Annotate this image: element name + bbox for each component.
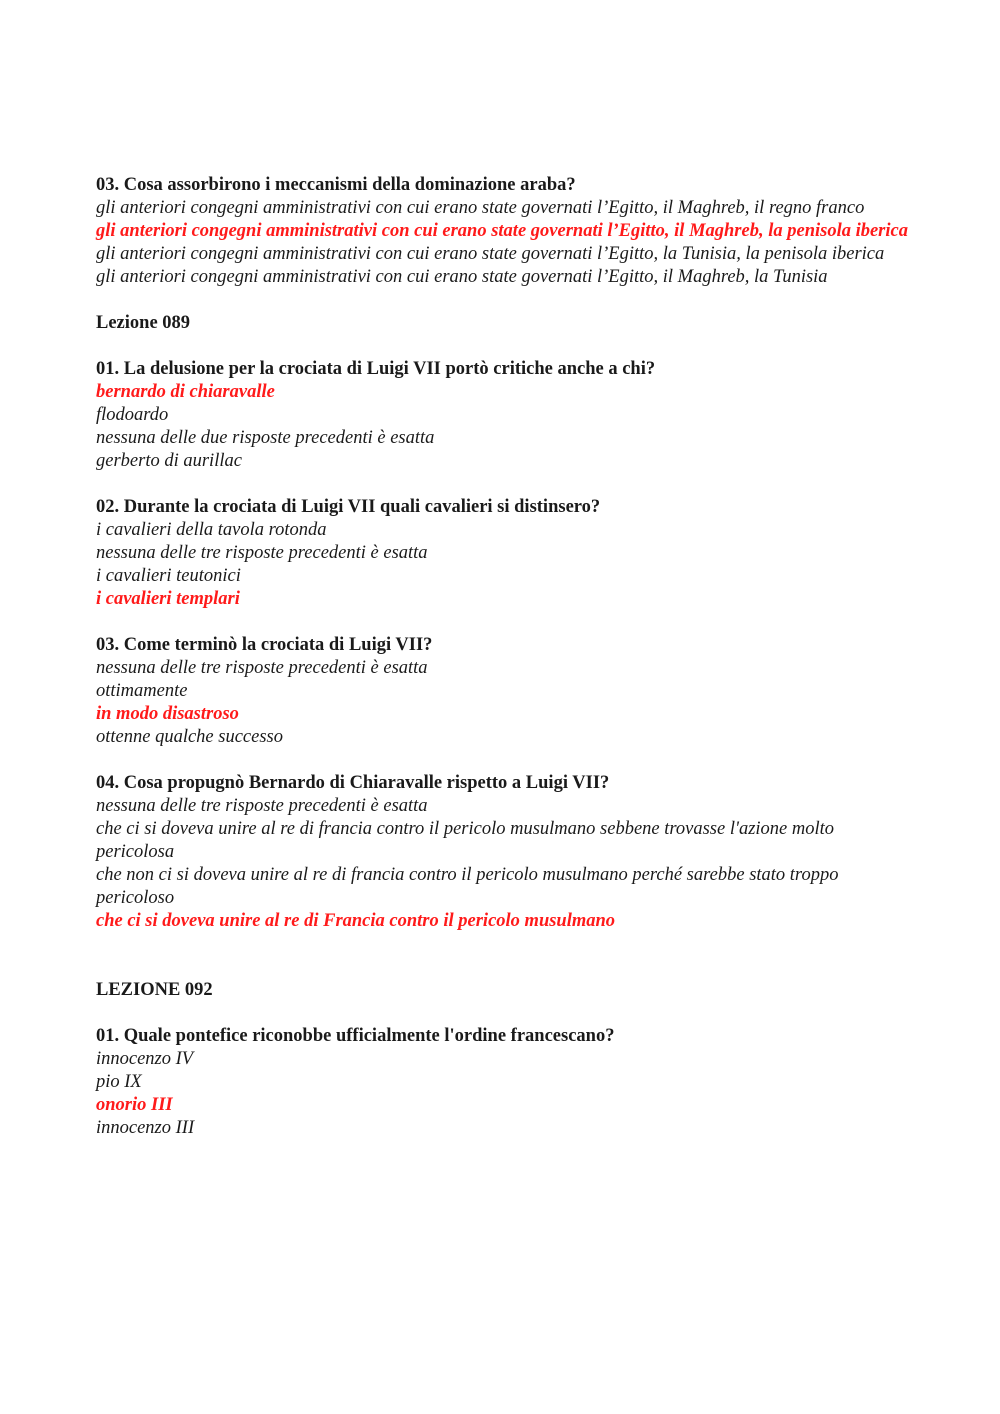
answer-option: i cavalieri teutonici: [96, 566, 241, 586]
question-text: 03. Cosa assorbirono i meccanismi della dominazione araba?: [96, 175, 576, 195]
question-text: 04. Cosa propugnò Bernardo di Chiaravalle rispetto a Luigi VII?: [96, 773, 610, 793]
question-block: [96, 772, 916, 933]
spacer: [96, 933, 916, 979]
answer-option: ottenne qualche successo: [96, 727, 283, 747]
answer-option: innocenzo IV: [96, 1049, 194, 1069]
answer-option: che non ci si doveva unire al re di francia contro il pericolo musulmano perché sarebbe stato troppo pericoloso: [96, 865, 839, 908]
question-block: [96, 174, 916, 289]
answer-option: gli anteriori congegni amministrativi con cui erano state governati l’Egitto, il Maghreb, il regno franco: [96, 198, 865, 218]
spacer: [96, 335, 916, 358]
spacer: [96, 611, 916, 634]
question-block: [96, 496, 916, 611]
answer-option: ottimamente: [96, 681, 188, 701]
answer-option: nessuna delle tre risposte precedenti è esatta: [96, 796, 428, 816]
section-heading: LEZIONE 092: [96, 980, 213, 1000]
correct-answer-option: i cavalieri templari: [96, 589, 240, 609]
correct-answer-option: bernardo di chiaravalle: [96, 382, 275, 402]
answer-option: nessuna delle due risposte precedenti è esatta: [96, 428, 435, 448]
question-text: 01. La delusione per la crociata di Luigi VII portò critiche anche a chi?: [96, 359, 656, 379]
question-text: 03. Come terminò la crociata di Luigi VII?: [96, 635, 433, 655]
answer-option: innocenzo III: [96, 1118, 195, 1138]
answer-option: nessuna delle tre risposte precedenti è esatta: [96, 543, 428, 563]
spacer: [96, 1002, 916, 1025]
correct-answer-option: in modo disastroso: [96, 704, 239, 724]
question-block: [96, 358, 916, 473]
spacer: [96, 289, 916, 312]
correct-answer-option: che ci si doveva unire al re di Francia contro il pericolo musulmano: [96, 911, 616, 931]
question-text: 01. Quale pontefice riconobbe ufficialmente l'ordine francescano?: [96, 1026, 615, 1046]
answer-option: pio IX: [96, 1072, 142, 1092]
answer-option: nessuna delle tre risposte precedenti è esatta: [96, 658, 428, 678]
question-text: 02. Durante la crociata di Luigi VII quali cavalieri si distinsero?: [96, 497, 601, 517]
correct-answer-option: gli anteriori congegni amministrativi con cui erano state governati l’Egitto, il Maghreb, la penisola iberica: [96, 221, 908, 241]
question-block: [96, 1025, 916, 1140]
spacer: [96, 473, 916, 496]
document-page: [96, 174, 916, 1140]
correct-answer-option: onorio III: [96, 1095, 173, 1115]
section-heading: Lezione 089: [96, 313, 191, 333]
question-block: [96, 634, 916, 749]
answer-option: gli anteriori congegni amministrativi con cui erano state governati l’Egitto, la Tunisia, la penisola iberica: [96, 244, 885, 264]
spacer: [96, 749, 916, 772]
answer-option: che ci si doveva unire al re di francia contro il pericolo musulmano sebbene trovasse l'azione molto pericolosa: [96, 819, 835, 862]
answer-option: gli anteriori congegni amministrativi con cui erano state governati l’Egitto, il Maghreb, la Tunisia: [96, 267, 828, 287]
answer-option: flodoardo: [96, 405, 169, 425]
answer-option: gerberto di aurillac: [96, 451, 242, 471]
answer-option: i cavalieri della tavola rotonda: [96, 520, 327, 540]
